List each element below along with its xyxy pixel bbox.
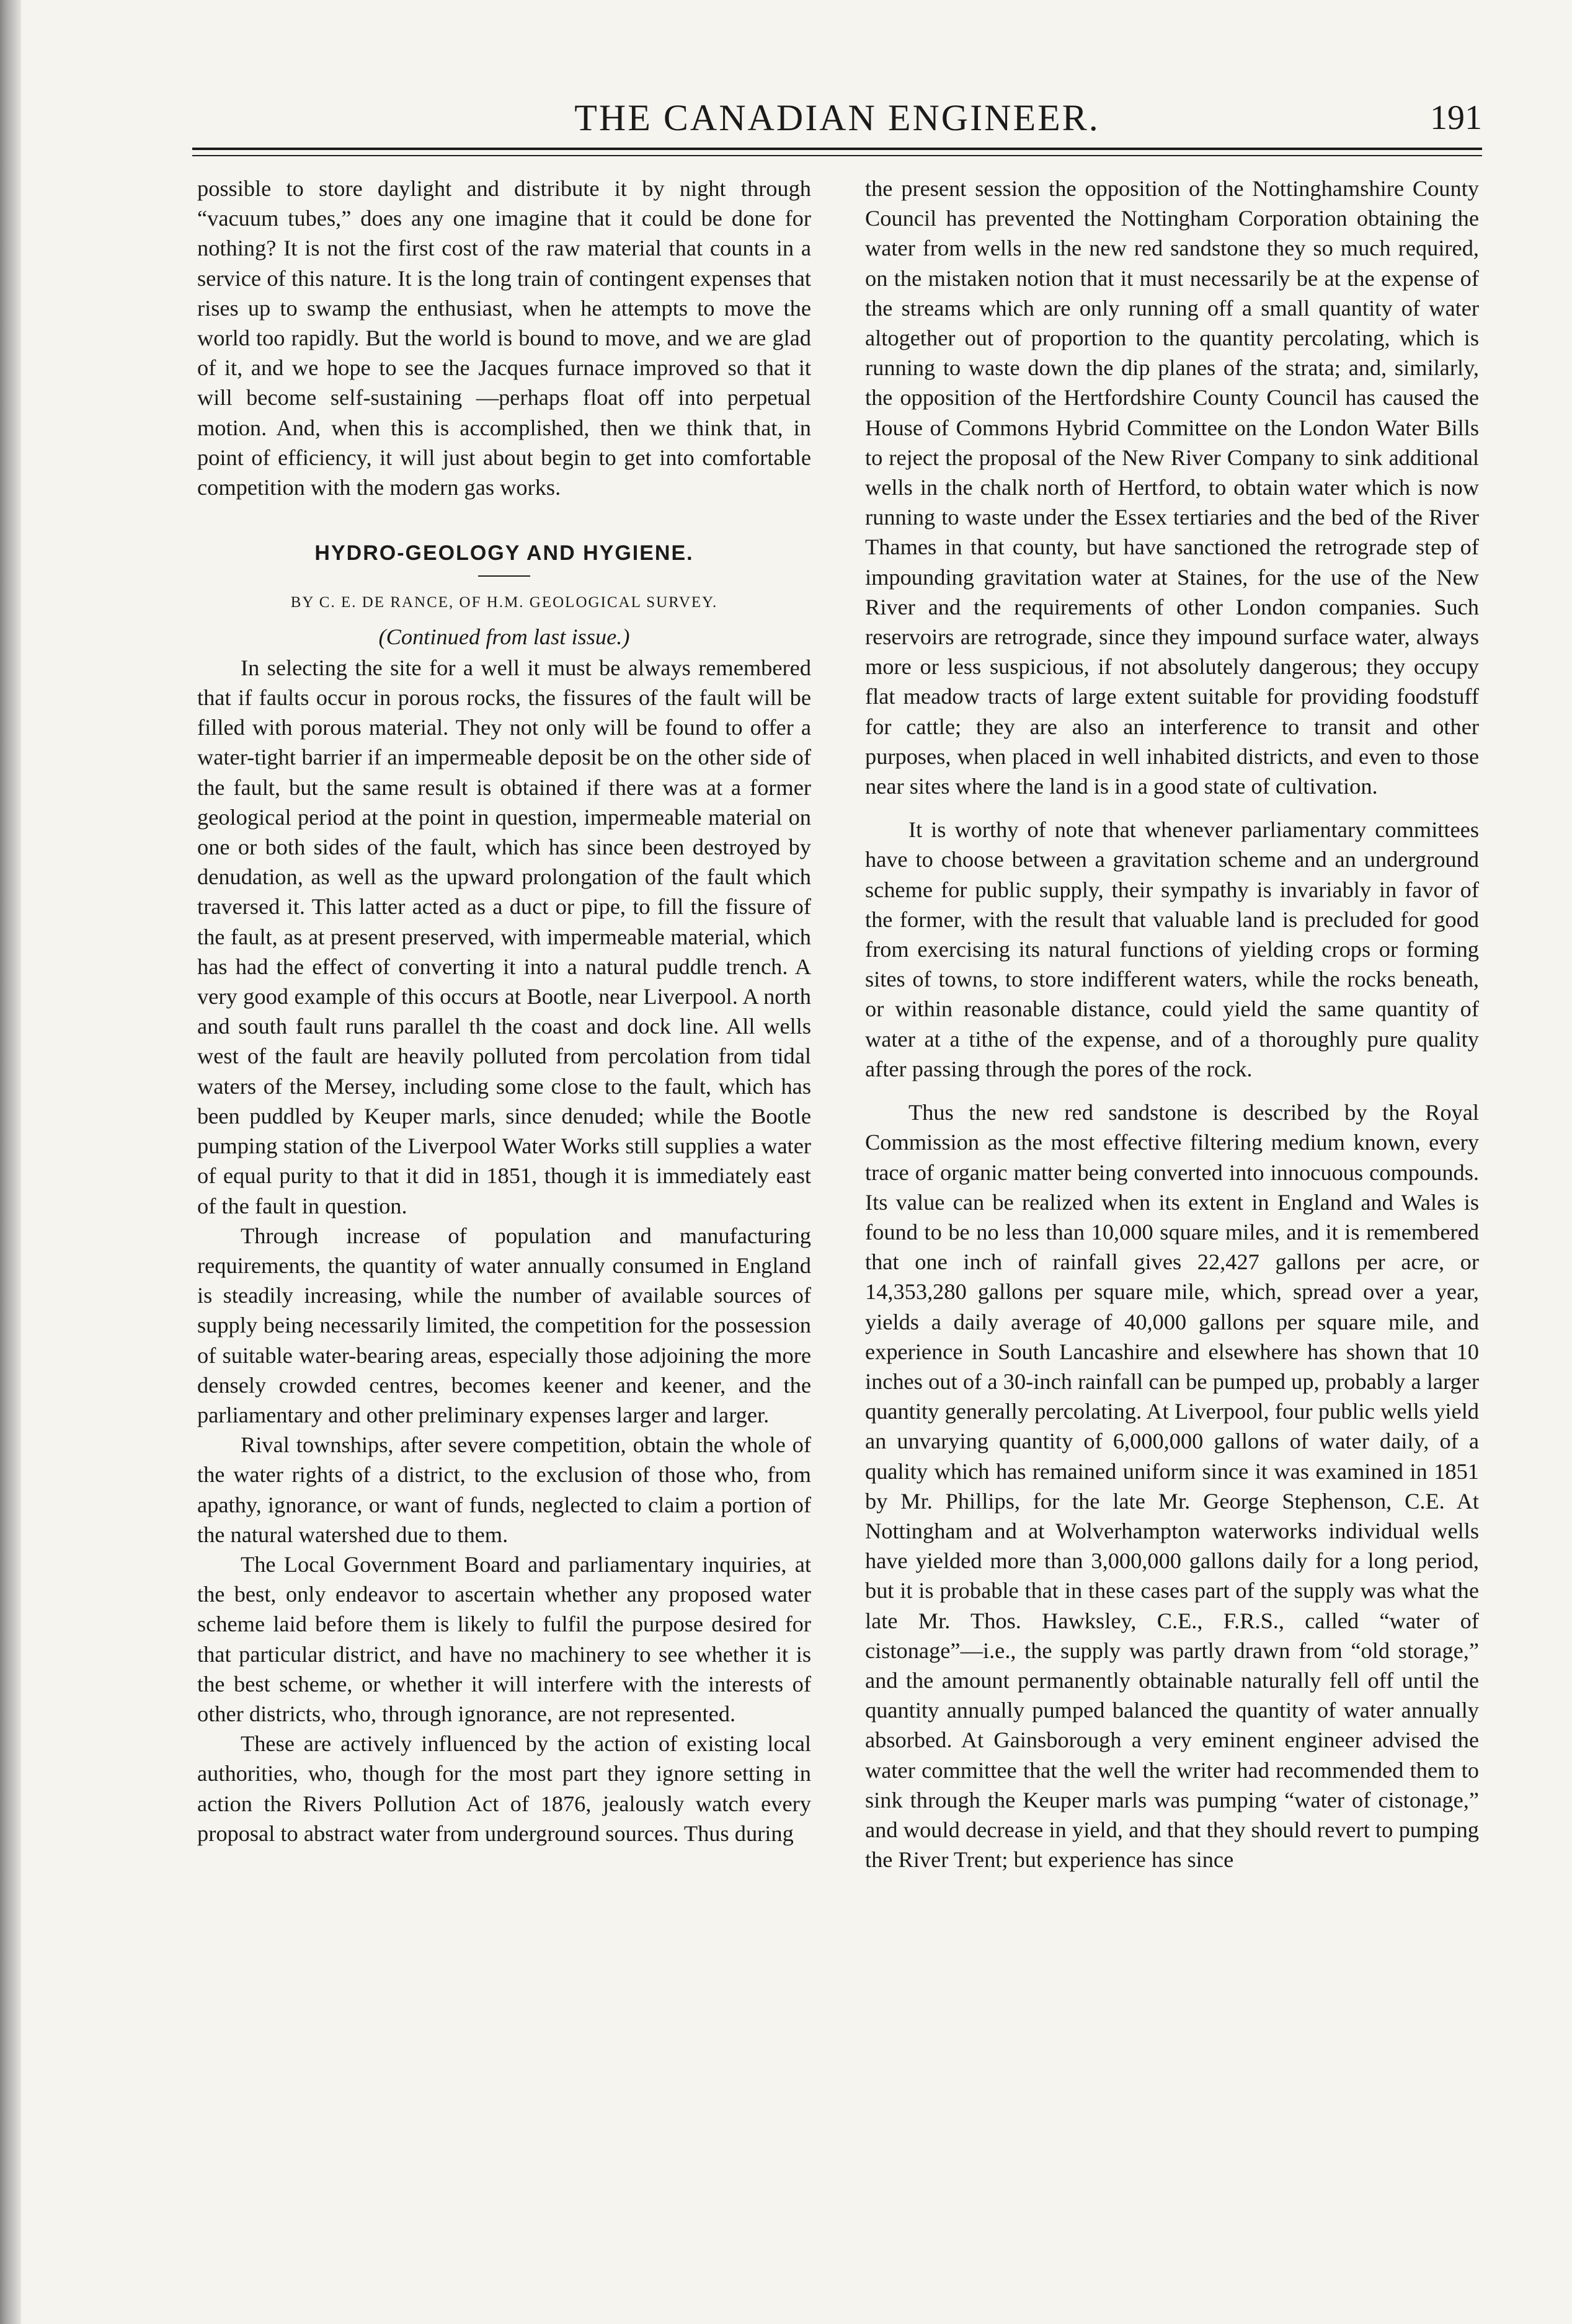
paragraph: It is worthy of note that whenever parliamentary committees have to choose between a gravitation scheme and an underground scheme for public supply, their sympathy is invariably in favor of the former, with the result that valuable land is precluded for good from exercising its natural functions of yielding crops or forming sites of towns, to store indifferent waters, while the rocks beneath, or within reasonable distance, could yield the same quantity of water at a tithe of the expense, and of a thoroughly pure quality after passing through the pores of the rock. bbox=[865, 817, 1479, 1081]
article-byline: BY C. E. DE RANCE, OF H.M. GEOLOGICAL SURVEY. bbox=[290, 594, 718, 611]
right-column bbox=[865, 174, 1479, 2288]
left-column bbox=[197, 174, 811, 2288]
article-title: HYDRO-GEOLOGY AND HYGIENE. bbox=[314, 541, 694, 565]
header-rule-thick bbox=[192, 148, 1482, 150]
paragraph: Thus the new red sandstone is described by the Royal Commission as the most effective filtering medium known, every trace of organic matter being converted into innocuous compounds. Its value can be realized when its extent in England and Wales is found to be no less than 10,000 square miles, and it is remembered that one inch of rainfall gives 22,427 gallons per acre, or 14,353,280 gallons per square mile, which, spread over a year, yields a daily average of 40,000 gallons per square mile, and experience in South Lancashire and elsewhere has shown that 10 inches out of a 30-inch rainfall can be pumped up, probably a larger quantity generally percolating. At Liverpool, four public wells yield an unvarying quantity of 6,000,000 gallons of water daily, of a quality which has remained uniform since it was examined in 1851 by Mr. Phillips, for the late Mr. George Stephenson, C.E. At Nottingham and at Wolverhampton waterworks individual wells have yielded more than 3,000,000 gallons daily for a long period, but it is probable that in these cases part of the supply was what the late Mr. Thos. Hawksley, C.E., F.R.S., called “water of cistonage”—i.e., the supply was partly drawn from “old storage,” and the amount permanently obtainable naturally fell off until the quantity annually pumped balanced the quantity of water annually absorbed. At Gainsborough a very eminent engineer advised the water committee that the well the writer had recommended them to sink through the Keuper marls was pumping “water of cistonage,” and would decrease in yield, and that they should revert to pumping the River Trent; but experience has since bbox=[865, 1100, 1479, 1873]
running-title: THE CANADIAN ENGINEER. bbox=[574, 97, 1100, 138]
paragraph: The Local Government Board and parliamentary inquiries, at the best, only endeavor to ascertain whether any proposed water scheme laid before them is likely to fulfil the purpose desired for that particular district, and have no machinery to see whether it is the best scheme, or whether it will interfere with the interests of other districts, who, through ignorance, are not represented. bbox=[197, 1551, 811, 1726]
paragraph: the present session the opposition of the Nottinghamshire County Council has prevented the Nottingham Corporation obtaining the water from wells in the new red sandstone they so much required, on the mistaken notion that it must necessarily be at the expense of the streams which are only running off a small quantity of water altogether out of proportion to the quantity percolating, which is running to waste down the dip planes of the strata; and, similarly, the opposition of the Hertfordshire County Council has caused the House of Commons Hybrid Committee on the London Water Bills to reject the proposal of the New River Company to sink additional wells in the chalk north of Hertford, to obtain water which is now running to waste under the Essex tertiaries and the bed of the River Thames in that county, but have sanctioned the retrograde step of impounding gravitation water at Staines, for the use of the New River and the requirements of other London companies. Such reservoirs are retrograde, since they impound surface water, always more or less suspicious, if not absolutely dangerous; they occupy flat meadow tracts of large extent suitable for providing foodstuff for cattle; they are also an interference to transit and other purposes, when placed in well inhabited districts, and even to those near sites where the land is in a good state of cultivation. bbox=[865, 176, 1479, 799]
paragraph: Through increase of population and manufacturing requirements, the quantity of water annually consumed in England is steadily increasing, while the number of available sources of supply being necessarily limited, the competition for the possession of suitable water-bearing areas, especially those adjoining the more densely crowded centres, becomes keener and keener, and the parliamentary and other preliminary expenses larger and larger. bbox=[197, 1223, 811, 1427]
page-header bbox=[192, 93, 1482, 143]
paragraph: In selecting the site for a well it must be always remembered that if faults occur in porous rocks, the fissures of the fault will be filled with porous material. They not only will be found to offer a water-tight barrier if an impermeable deposit be on the other side of the fault, but the same result is obtained if there was at a former geological period at the point in question, impermeable material on one or both sides of the fault, which has since been destroyed by denudation, as well as the upward prolongation of the fault which traversed it. This latter acted as a duct or pipe, to fill the fissure of the fault, as at present preserved, with impermeable material, which has had the effect of converting it into a natural puddle trench. A very good example of this occurs at Bootle, near Liverpool. A north and south fault runs parallel th the coast and dock line. All wells west of the fault are heavily polluted from percolation from tidal waters of the Mersey, including some close to the fault, which has been puddled by Keuper marls, since denuded; while the Bootle pumping station of the Liverpool Water Works still supplies a water of equal purity to that it did in 1851, though it is immediately east of the fault in question. bbox=[197, 655, 811, 1218]
page-number: 191 bbox=[1430, 99, 1482, 137]
continued-note: (Continued from last issue.) bbox=[378, 624, 630, 649]
paragraph: These are actively influenced by the action of existing local authorities, who, though for the most part they ignore setting in action the Rivers Pollution Act of 1876, jealously watch every proposal to abstract water from underground sources. Thus during bbox=[197, 1731, 811, 1846]
scan-binding-edge bbox=[0, 0, 21, 2324]
header-rule-thin bbox=[192, 155, 1482, 156]
title-divider bbox=[478, 575, 530, 577]
paragraph: Rival townships, after severe competition, obtain the whole of the water rights of a district, to the exclusion of those who, from apathy, ignorance, or want of funds, neglected to claim a portion of the natural watershed due to them. bbox=[197, 1432, 811, 1547]
intro-paragraph: possible to store daylight and distribute it by night through “vacuum tubes,” does any one imagine that it could be done for nothing? It is not the first cost of the raw material that counts in a service of this nature. It is the long train of contingent expenses that rises up to swamp the enthusiast, when he attempts to move the world too rapidly. But the world is bound to move, and we are glad of it, and we hope to see the Jacques furnace improved so that it will become self-sustaining —perhaps float off into perpetual motion. And, when this is accomplished, then we think that, in point of efficiency, it will just about begin to get into comfortable competition with the modern gas works. bbox=[197, 176, 811, 500]
